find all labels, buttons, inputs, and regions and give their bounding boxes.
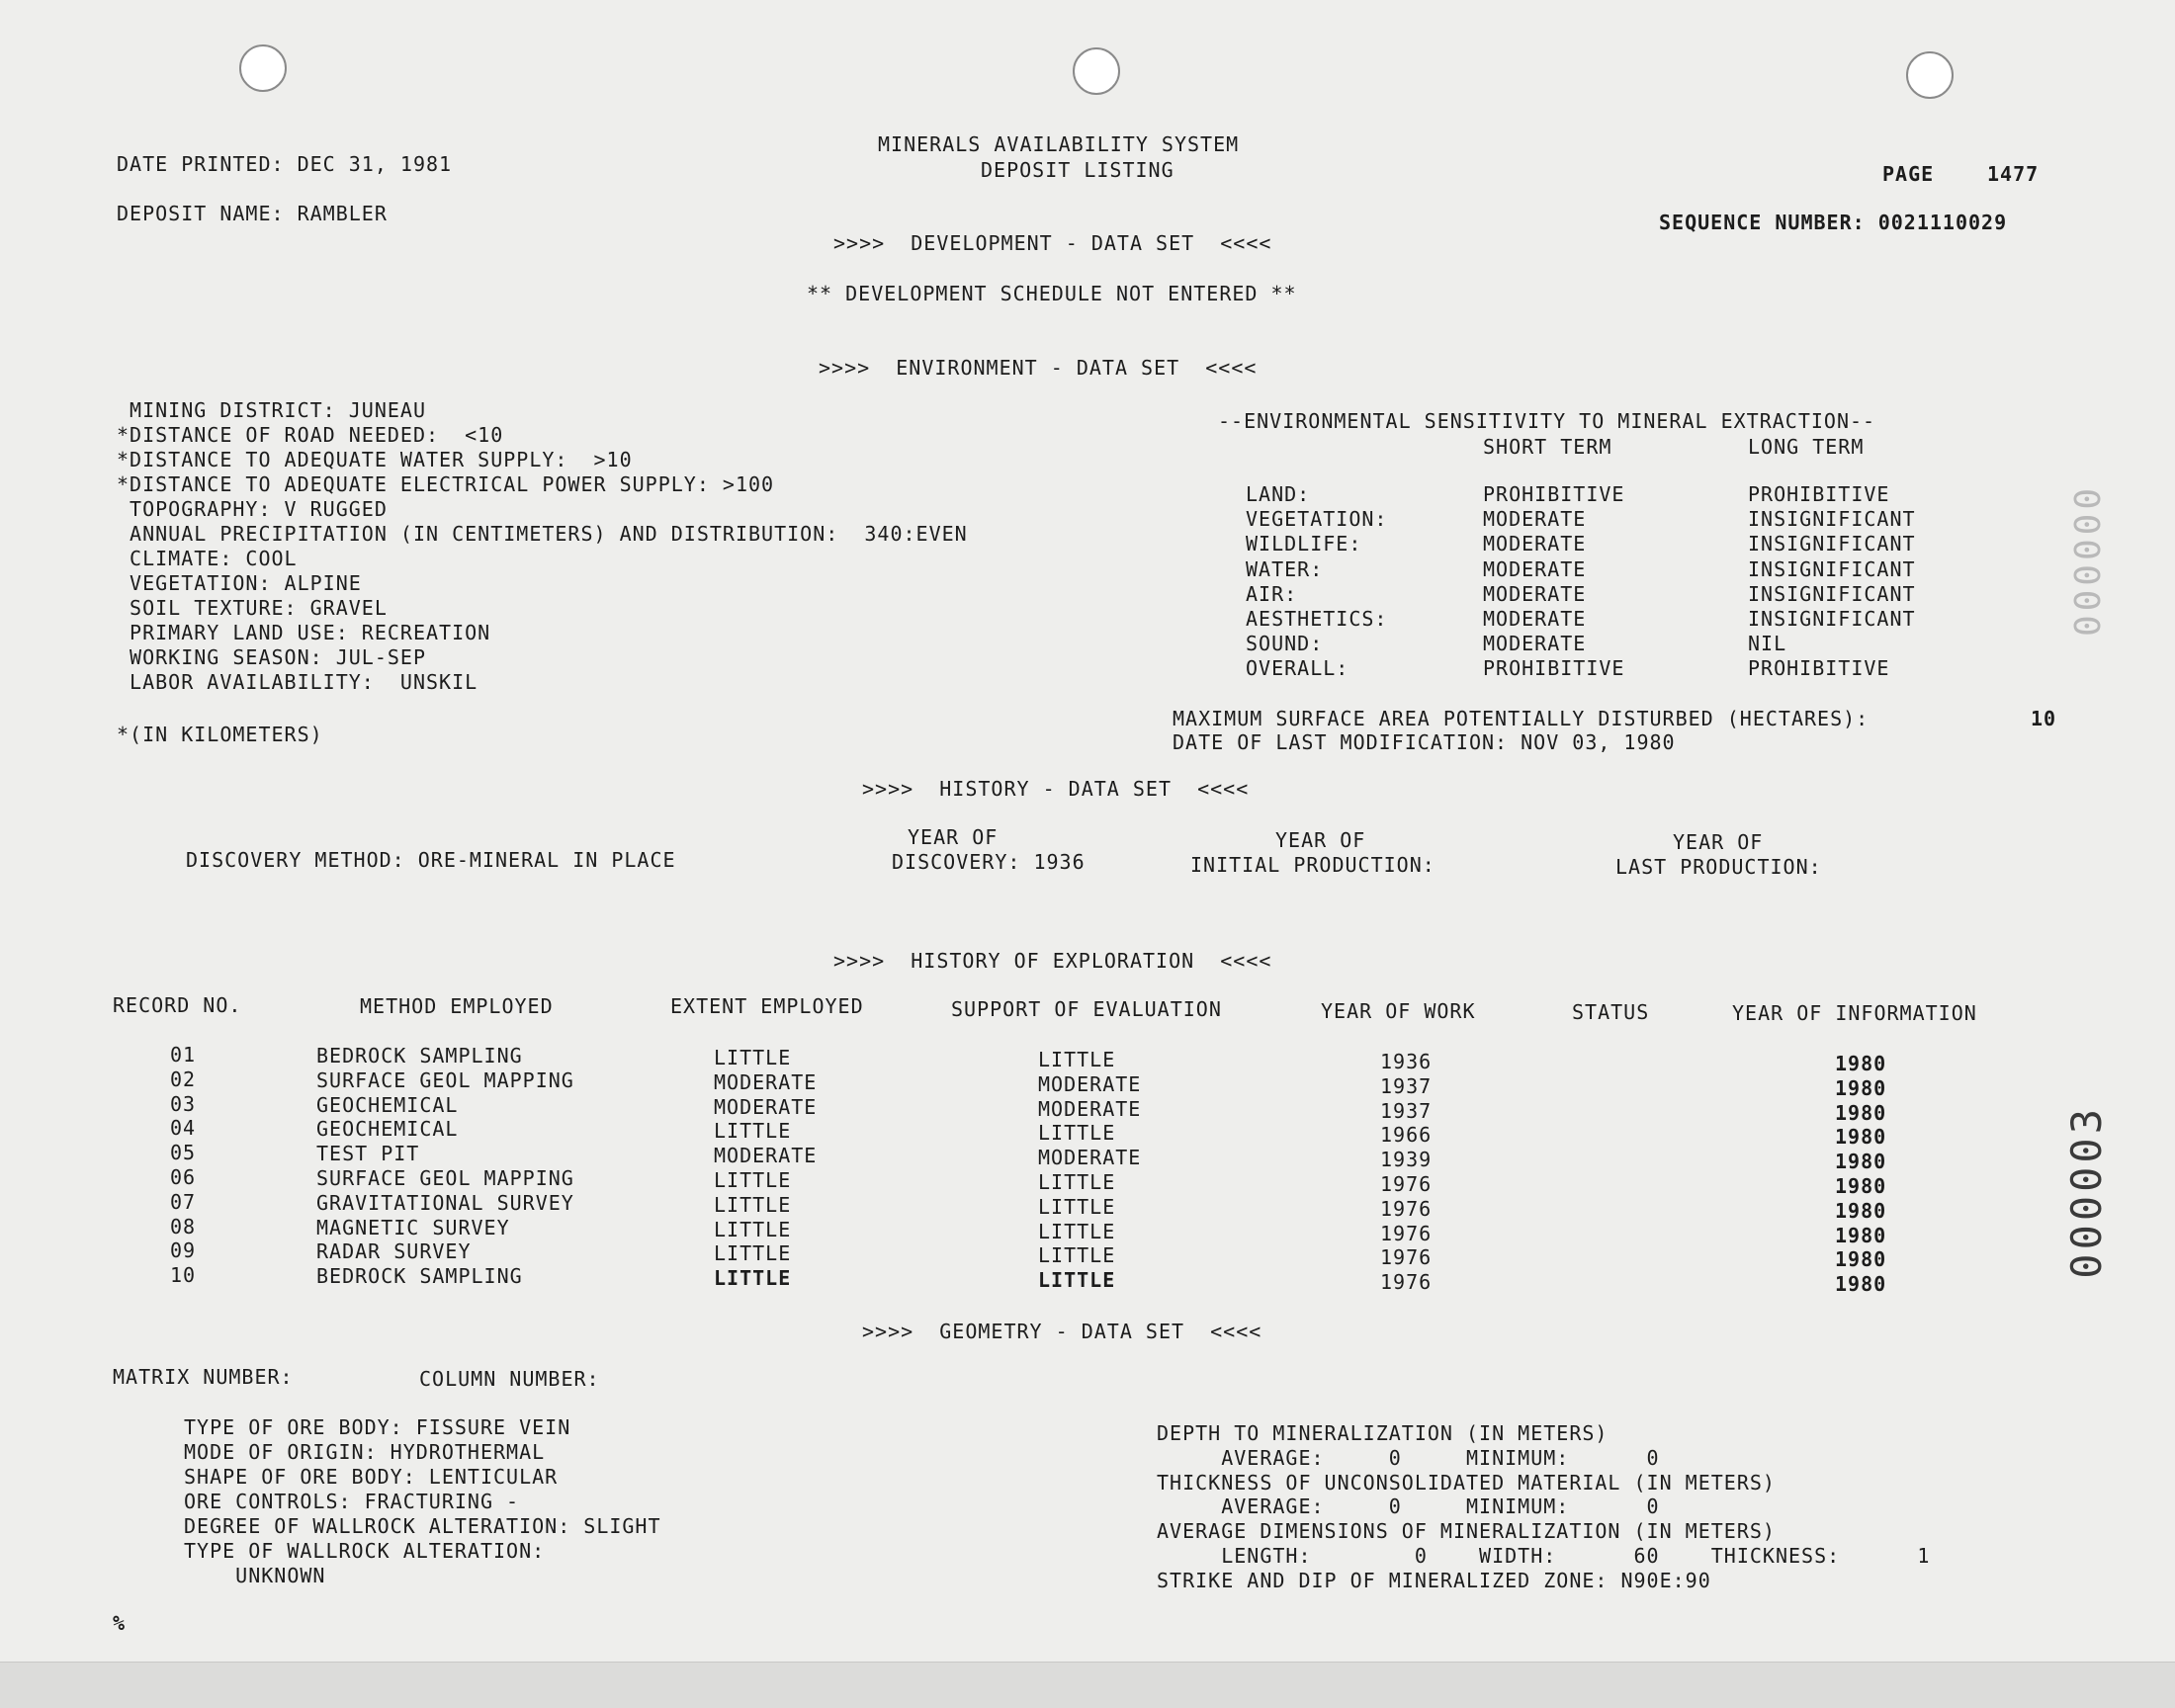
history-section-title: >>>> HISTORY - DATA SET <<<< xyxy=(862,777,1250,801)
environment-attribute-line: TOPOGRAPHY: V RUGGED xyxy=(117,497,388,521)
exploration-year-of-work: 1976 xyxy=(1380,1172,1433,1196)
exploration-year-of-info: 1980 xyxy=(1835,1198,1887,1223)
sensitivity-long-term: INSIGNIFICANT xyxy=(1748,507,1916,532)
exploration-extent: MODERATE xyxy=(714,1069,818,1094)
exploration-column-header: YEAR OF WORK xyxy=(1321,999,1476,1023)
environment-attribute-line: *DISTANCE TO ADEQUATE ELECTRICAL POWER SUPPLY: >100 xyxy=(117,472,775,496)
exploration-column-header: EXTENT EMPLOYED xyxy=(670,994,864,1018)
exploration-extent: LITTLE xyxy=(714,1217,792,1241)
exploration-method: SURFACE GEOL MAPPING xyxy=(316,1166,574,1190)
sensitivity-short-term: MODERATE xyxy=(1483,632,1587,656)
exploration-year-of-work: 1966 xyxy=(1380,1123,1433,1148)
long-term-header: LONG TERM xyxy=(1748,435,1865,459)
footer-mark: % xyxy=(113,1611,127,1635)
initial-production: INITIAL PRODUCTION: xyxy=(1190,853,1436,877)
last-production: LAST PRODUCTION: xyxy=(1615,855,1822,879)
page-label: PAGE xyxy=(1882,162,1935,186)
exploration-year-of-info: 1980 xyxy=(1835,1223,1887,1247)
exploration-method: TEST PIT xyxy=(316,1142,420,1166)
geometry-attribute-line: DEGREE OF WALLROCK ALTERATION: SLIGHT xyxy=(184,1514,661,1538)
deposit-name: DEPOSIT NAME: RAMBLER xyxy=(117,202,388,225)
exploration-extent: LITTLE xyxy=(714,1119,792,1144)
sensitivity-short-term: MODERATE xyxy=(1483,556,1587,581)
exploration-record-no: 01 xyxy=(170,1043,197,1067)
exploration-year-of-work: 1976 xyxy=(1380,1196,1433,1221)
side-stamp: 000003 xyxy=(2062,1105,2111,1279)
system-title: MINERALS AVAILABILITY SYSTEM xyxy=(878,132,1240,156)
exploration-year-of-info: 1980 xyxy=(1835,1075,1887,1100)
exploration-support: LITTLE xyxy=(1038,1121,1116,1146)
geometry-attribute-line: MODE OF ORIGIN: HYDROTHERMAL xyxy=(184,1440,546,1464)
sensitivity-short-term: MODERATE xyxy=(1483,532,1587,556)
date-printed: DATE PRINTED: DEC 31, 1981 xyxy=(117,152,453,176)
exploration-year-of-info: 1980 xyxy=(1835,1125,1887,1150)
exploration-year-of-work: 1937 xyxy=(1380,1098,1433,1123)
exploration-year-of-info: 1980 xyxy=(1835,1150,1887,1174)
exploration-extent: LITTLE xyxy=(714,1192,792,1217)
exploration-year-of-work: 1976 xyxy=(1380,1270,1433,1295)
exploration-record-no: 02 xyxy=(170,1067,197,1091)
exploration-extent: MODERATE xyxy=(714,1094,818,1119)
sensitivity-long-term: INSIGNIFICANT xyxy=(1748,532,1916,556)
exploration-extent: LITTLE xyxy=(714,1168,792,1192)
environment-attribute-line: PRIMARY LAND USE: RECREATION xyxy=(117,621,491,644)
exploration-column-header: YEAR OF INFORMATION xyxy=(1732,1001,1977,1025)
exploration-year-of-work: 1937 xyxy=(1380,1073,1433,1098)
sensitivity-category: AESTHETICS: xyxy=(1246,607,1388,631)
exploration-column-header: RECORD NO. xyxy=(113,993,242,1017)
exploration-year-of-work: 1976 xyxy=(1380,1245,1433,1270)
dimensions-values: LENGTH: 0 WIDTH: 60 THICKNESS: 1 xyxy=(1157,1544,1931,1568)
exploration-year-of-info: 1980 xyxy=(1835,1247,1887,1272)
exploration-record-no: 05 xyxy=(170,1141,197,1165)
max-area-value: 10 xyxy=(2031,707,2057,730)
discovery-method: DISCOVERY METHOD: ORE-MINERAL IN PLACE xyxy=(186,848,676,872)
max-area-label: MAXIMUM SURFACE AREA POTENTIALLY DISTURBED (HECTARES): xyxy=(1173,707,1870,730)
exploration-method: BEDROCK SAMPLING xyxy=(316,1264,523,1289)
exploration-column-header: STATUS xyxy=(1572,1000,1650,1024)
last-modification: DATE OF LAST MODIFICATION: NOV 03, 1980 xyxy=(1173,730,1676,754)
exploration-extent: LITTLE xyxy=(714,1046,792,1069)
exploration-support: MODERATE xyxy=(1038,1096,1142,1121)
listing-title: DEPOSIT LISTING xyxy=(981,158,1174,182)
environment-attribute-line: LABOR AVAILABILITY: UNSKIL xyxy=(117,670,478,694)
exploration-support: LITTLE xyxy=(1038,1048,1116,1071)
exploration-support: LITTLE xyxy=(1038,1243,1116,1268)
sensitivity-short-term: MODERATE xyxy=(1483,607,1587,631)
exploration-record-no: 06 xyxy=(170,1165,197,1189)
exploration-year-of-info: 1980 xyxy=(1835,1174,1887,1198)
exploration-year-of-info: 1980 xyxy=(1835,1052,1887,1075)
environment-section-title: >>>> ENVIRONMENT - DATA SET <<<< xyxy=(819,356,1258,380)
exploration-support: LITTLE xyxy=(1038,1170,1116,1194)
exploration-support: LITTLE xyxy=(1038,1194,1116,1219)
exploration-year-of-work: 1939 xyxy=(1380,1148,1433,1172)
strike-dip: STRIKE AND DIP OF MINERALIZED ZONE: N90E:90 xyxy=(1157,1569,1711,1592)
thickness-values: AVERAGE: 0 MINIMUM: 0 xyxy=(1157,1494,1660,1518)
exploration-column-header: SUPPORT OF EVALUATION xyxy=(951,997,1222,1021)
sensitivity-category: SOUND: xyxy=(1246,632,1324,656)
environment-attribute-line: *DISTANCE OF ROAD NEEDED: <10 xyxy=(117,423,504,447)
environment-attribute-line: *DISTANCE TO ADEQUATE WATER SUPPLY: >10 xyxy=(117,448,633,471)
exploration-record-no: 08 xyxy=(170,1214,197,1238)
page-number: 1477 xyxy=(1987,162,2040,186)
discovery-year: DISCOVERY: 1936 xyxy=(892,850,1086,874)
sensitivity-category: WATER: xyxy=(1246,556,1324,581)
development-note: ** DEVELOPMENT SCHEDULE NOT ENTERED ** xyxy=(807,282,1297,305)
short-term-header: SHORT TERM xyxy=(1483,435,1612,459)
geometry-section-title: >>>> GEOMETRY - DATA SET <<<< xyxy=(862,1320,1262,1343)
exploration-method: SURFACE GEOL MAPPING xyxy=(316,1068,574,1092)
environment-attribute-line: WORKING SEASON: JUL-SEP xyxy=(117,645,426,669)
exploration-year-of-work: 1976 xyxy=(1380,1221,1433,1245)
exploration-support: MODERATE xyxy=(1038,1146,1142,1170)
sensitivity-long-term: PROHIBITIVE xyxy=(1748,656,1890,681)
sensitivity-long-term: INSIGNIFICANT xyxy=(1748,556,1916,581)
exploration-method: GEOCHEMICAL xyxy=(316,1092,459,1117)
geometry-attribute-line: UNKNOWN xyxy=(184,1564,326,1587)
sensitivity-long-term: NIL xyxy=(1748,632,1787,656)
sensitivity-title: --ENVIRONMENTAL SENSITIVITY TO MINERAL EXTRACTION-- xyxy=(1218,409,1876,433)
environment-attribute-line: CLIMATE: COOL xyxy=(117,547,298,570)
year-of-label-discovery: YEAR OF xyxy=(908,825,999,849)
environment-attribute-line: MINING DISTRICT: JUNEAU xyxy=(117,398,426,422)
exploration-method: BEDROCK SAMPLING xyxy=(316,1044,523,1068)
exploration-record-no: 03 xyxy=(170,1091,197,1116)
depth-title: DEPTH TO MINERALIZATION (IN METERS) xyxy=(1157,1421,1609,1445)
exploration-extent: LITTLE xyxy=(714,1241,792,1266)
dimensions-title: AVERAGE DIMENSIONS OF MINERALIZATION (IN METERS) xyxy=(1157,1519,1776,1543)
year-of-label-last: YEAR OF xyxy=(1673,830,1764,854)
sensitivity-category: LAND: xyxy=(1246,482,1311,506)
sensitivity-long-term: INSIGNIFICANT xyxy=(1748,607,1916,631)
geometry-attribute-line: SHAPE OF ORE BODY: LENTICULAR xyxy=(184,1465,559,1489)
exploration-record-no: 07 xyxy=(170,1189,197,1214)
sequence-number: SEQUENCE NUMBER: 0021110029 xyxy=(1659,211,2008,234)
column-number: COLUMN NUMBER: xyxy=(419,1367,600,1391)
exploration-year-of-work: 1936 xyxy=(1380,1050,1433,1073)
exploration-record-no: 04 xyxy=(170,1116,197,1141)
year-of-label-initial: YEAR OF xyxy=(1275,828,1366,852)
sensitivity-short-term: MODERATE xyxy=(1483,581,1587,606)
exploration-method: GRAVITATIONAL SURVEY xyxy=(316,1190,574,1215)
exploration-year-of-info: 1980 xyxy=(1835,1100,1887,1125)
environment-attribute-line: VEGETATION: ALPINE xyxy=(117,571,362,595)
environment-attribute-line: SOIL TEXTURE: GRAVEL xyxy=(117,596,388,620)
sensitivity-long-term: INSIGNIFICANT xyxy=(1748,581,1916,606)
exploration-method: RADAR SURVEY xyxy=(316,1239,472,1264)
sensitivity-short-term: PROHIBITIVE xyxy=(1483,656,1625,681)
punch-hole-right xyxy=(1906,51,1954,99)
geometry-attribute-line: ORE CONTROLS: FRACTURING - xyxy=(184,1490,520,1513)
exploration-record-no: 09 xyxy=(170,1238,197,1263)
geometry-attribute-line: TYPE OF WALLROCK ALTERATION: xyxy=(184,1539,546,1563)
environment-footnote: *(IN KILOMETERS) xyxy=(117,723,323,746)
exploration-method: MAGNETIC SURVEY xyxy=(316,1215,510,1239)
exploration-year-of-info: 1980 xyxy=(1835,1272,1887,1297)
exploration-section-title: >>>> HISTORY OF EXPLORATION <<<< xyxy=(833,949,1272,973)
exploration-method: GEOCHEMICAL xyxy=(316,1117,459,1142)
sensitivity-category: VEGETATION: xyxy=(1246,507,1388,532)
sensitivity-category: OVERALL: xyxy=(1246,656,1349,681)
geometry-attribute-line: TYPE OF ORE BODY: FISSURE VEIN xyxy=(184,1415,571,1439)
exploration-extent: LITTLE xyxy=(714,1266,792,1291)
sensitivity-short-term: MODERATE xyxy=(1483,507,1587,532)
matrix-number: MATRIX NUMBER: xyxy=(113,1365,294,1389)
thickness-title: THICKNESS OF UNCONSOLIDATED MATERIAL (IN METERS) xyxy=(1157,1471,1776,1494)
exploration-support: LITTLE xyxy=(1038,1268,1116,1293)
environment-attribute-line: ANNUAL PRECIPITATION (IN CENTIMETERS) AND DISTRIBUTION: 340:EVEN xyxy=(117,522,968,546)
sensitivity-short-term: PROHIBITIVE xyxy=(1483,482,1625,506)
exploration-record-no: 10 xyxy=(170,1263,197,1288)
sensitivity-long-term: PROHIBITIVE xyxy=(1748,482,1890,506)
sensitivity-category: WILDLIFE: xyxy=(1246,532,1362,556)
exploration-support: MODERATE xyxy=(1038,1071,1142,1096)
depth-values: AVERAGE: 0 MINIMUM: 0 xyxy=(1157,1446,1660,1470)
side-stamp-faint: 000000 xyxy=(2068,484,2109,638)
development-section-title: >>>> DEVELOPMENT - DATA SET <<<< xyxy=(833,231,1272,255)
sensitivity-category: AIR: xyxy=(1246,581,1298,606)
punch-hole-left xyxy=(239,44,287,92)
exploration-support: LITTLE xyxy=(1038,1219,1116,1243)
exploration-extent: MODERATE xyxy=(714,1144,818,1168)
punch-hole-center xyxy=(1073,47,1120,95)
exploration-column-header: METHOD EMPLOYED xyxy=(360,994,554,1018)
